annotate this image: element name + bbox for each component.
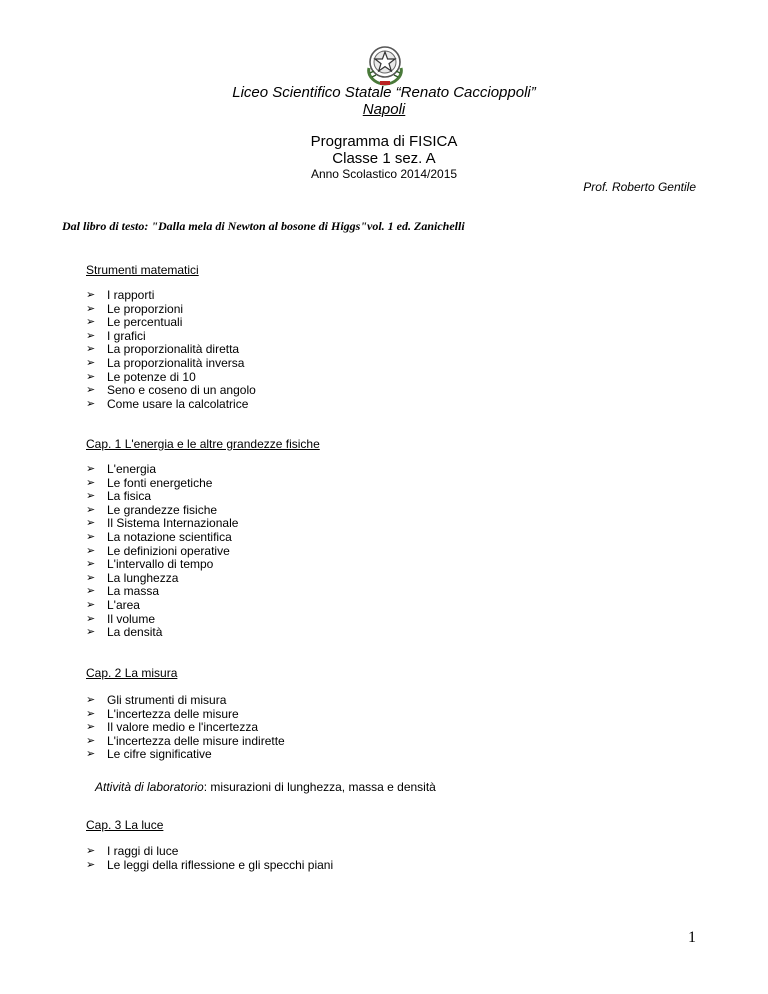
arrow-bullet-icon: ➢ [86, 585, 96, 598]
program-title: Programma di FISICA [310, 133, 458, 150]
arrow-bullet-icon: ➢ [86, 490, 96, 503]
arrow-bullet-icon: ➢ [86, 858, 96, 871]
arrow-bullet-icon: ➢ [86, 302, 96, 315]
arrow-bullet-icon: ➢ [86, 384, 96, 397]
arrow-bullet-icon: ➢ [86, 329, 96, 342]
arrow-bullet-icon: ➢ [86, 530, 96, 543]
arrow-bullet-icon: ➢ [86, 721, 96, 734]
school-year: Anno Scolastico 2014/2015 [310, 167, 458, 181]
arrow-bullet-icon: ➢ [86, 845, 96, 857]
section-heading: Cap. 3 La luce [86, 818, 164, 832]
arrow-bullet-icon: ➢ [86, 503, 96, 516]
arrow-bullet-icon: ➢ [86, 598, 96, 611]
textbook-reference: Dal libro di testo: "Dalla mela di Newton al bosone di Higgs"vol. 1 ed. Zanichelli [62, 219, 465, 233]
teacher-name: Prof. Roberto Gentile [583, 180, 696, 194]
section-heading: Strumenti matematici [86, 263, 199, 277]
arrow-bullet-icon: ➢ [86, 558, 96, 571]
italian-republic-emblem-icon [361, 40, 409, 88]
arrow-bullet-icon: ➢ [86, 734, 96, 747]
class-label: Classe 1 sez. A [332, 150, 436, 167]
page-number: 1 [688, 929, 696, 946]
arrow-bullet-icon: ➢ [86, 343, 96, 356]
lab-activity [95, 780, 436, 794]
section-heading: Cap. 1 L'energia e le altre grandezze fisiche [86, 437, 320, 451]
school-city: Napoli [362, 101, 406, 118]
arrow-bullet-icon: ➢ [86, 397, 96, 410]
lab-activity-text: : misurazioni di lunghezza, massa e densità [203, 780, 436, 794]
arrow-bullet-icon: ➢ [86, 626, 96, 639]
arrow-bullet-icon: ➢ [86, 517, 96, 530]
arrow-bullet-icon: ➢ [86, 612, 96, 625]
arrow-bullet-icon: ➢ [86, 289, 96, 301]
arrow-bullet-icon: ➢ [86, 544, 96, 557]
arrow-bullet-icon: ➢ [86, 476, 96, 489]
arrow-bullet-icon: ➢ [86, 370, 96, 383]
arrow-bullet-icon: ➢ [86, 356, 96, 369]
arrow-bullet-icon: ➢ [86, 748, 96, 761]
arrow-bullet-icon: ➢ [86, 463, 96, 475]
lab-activity-label: Attività di laboratorio [95, 780, 204, 794]
arrow-bullet-icon: ➢ [86, 571, 96, 584]
section-heading: Cap. 2 La misura [86, 666, 178, 680]
arrow-bullet-icon: ➢ [86, 316, 96, 329]
arrow-bullet-icon: ➢ [86, 694, 96, 706]
arrow-bullet-icon: ➢ [86, 707, 96, 720]
school-name: Liceo Scientifico Statale “Renato Caccioppoli” [232, 84, 536, 101]
